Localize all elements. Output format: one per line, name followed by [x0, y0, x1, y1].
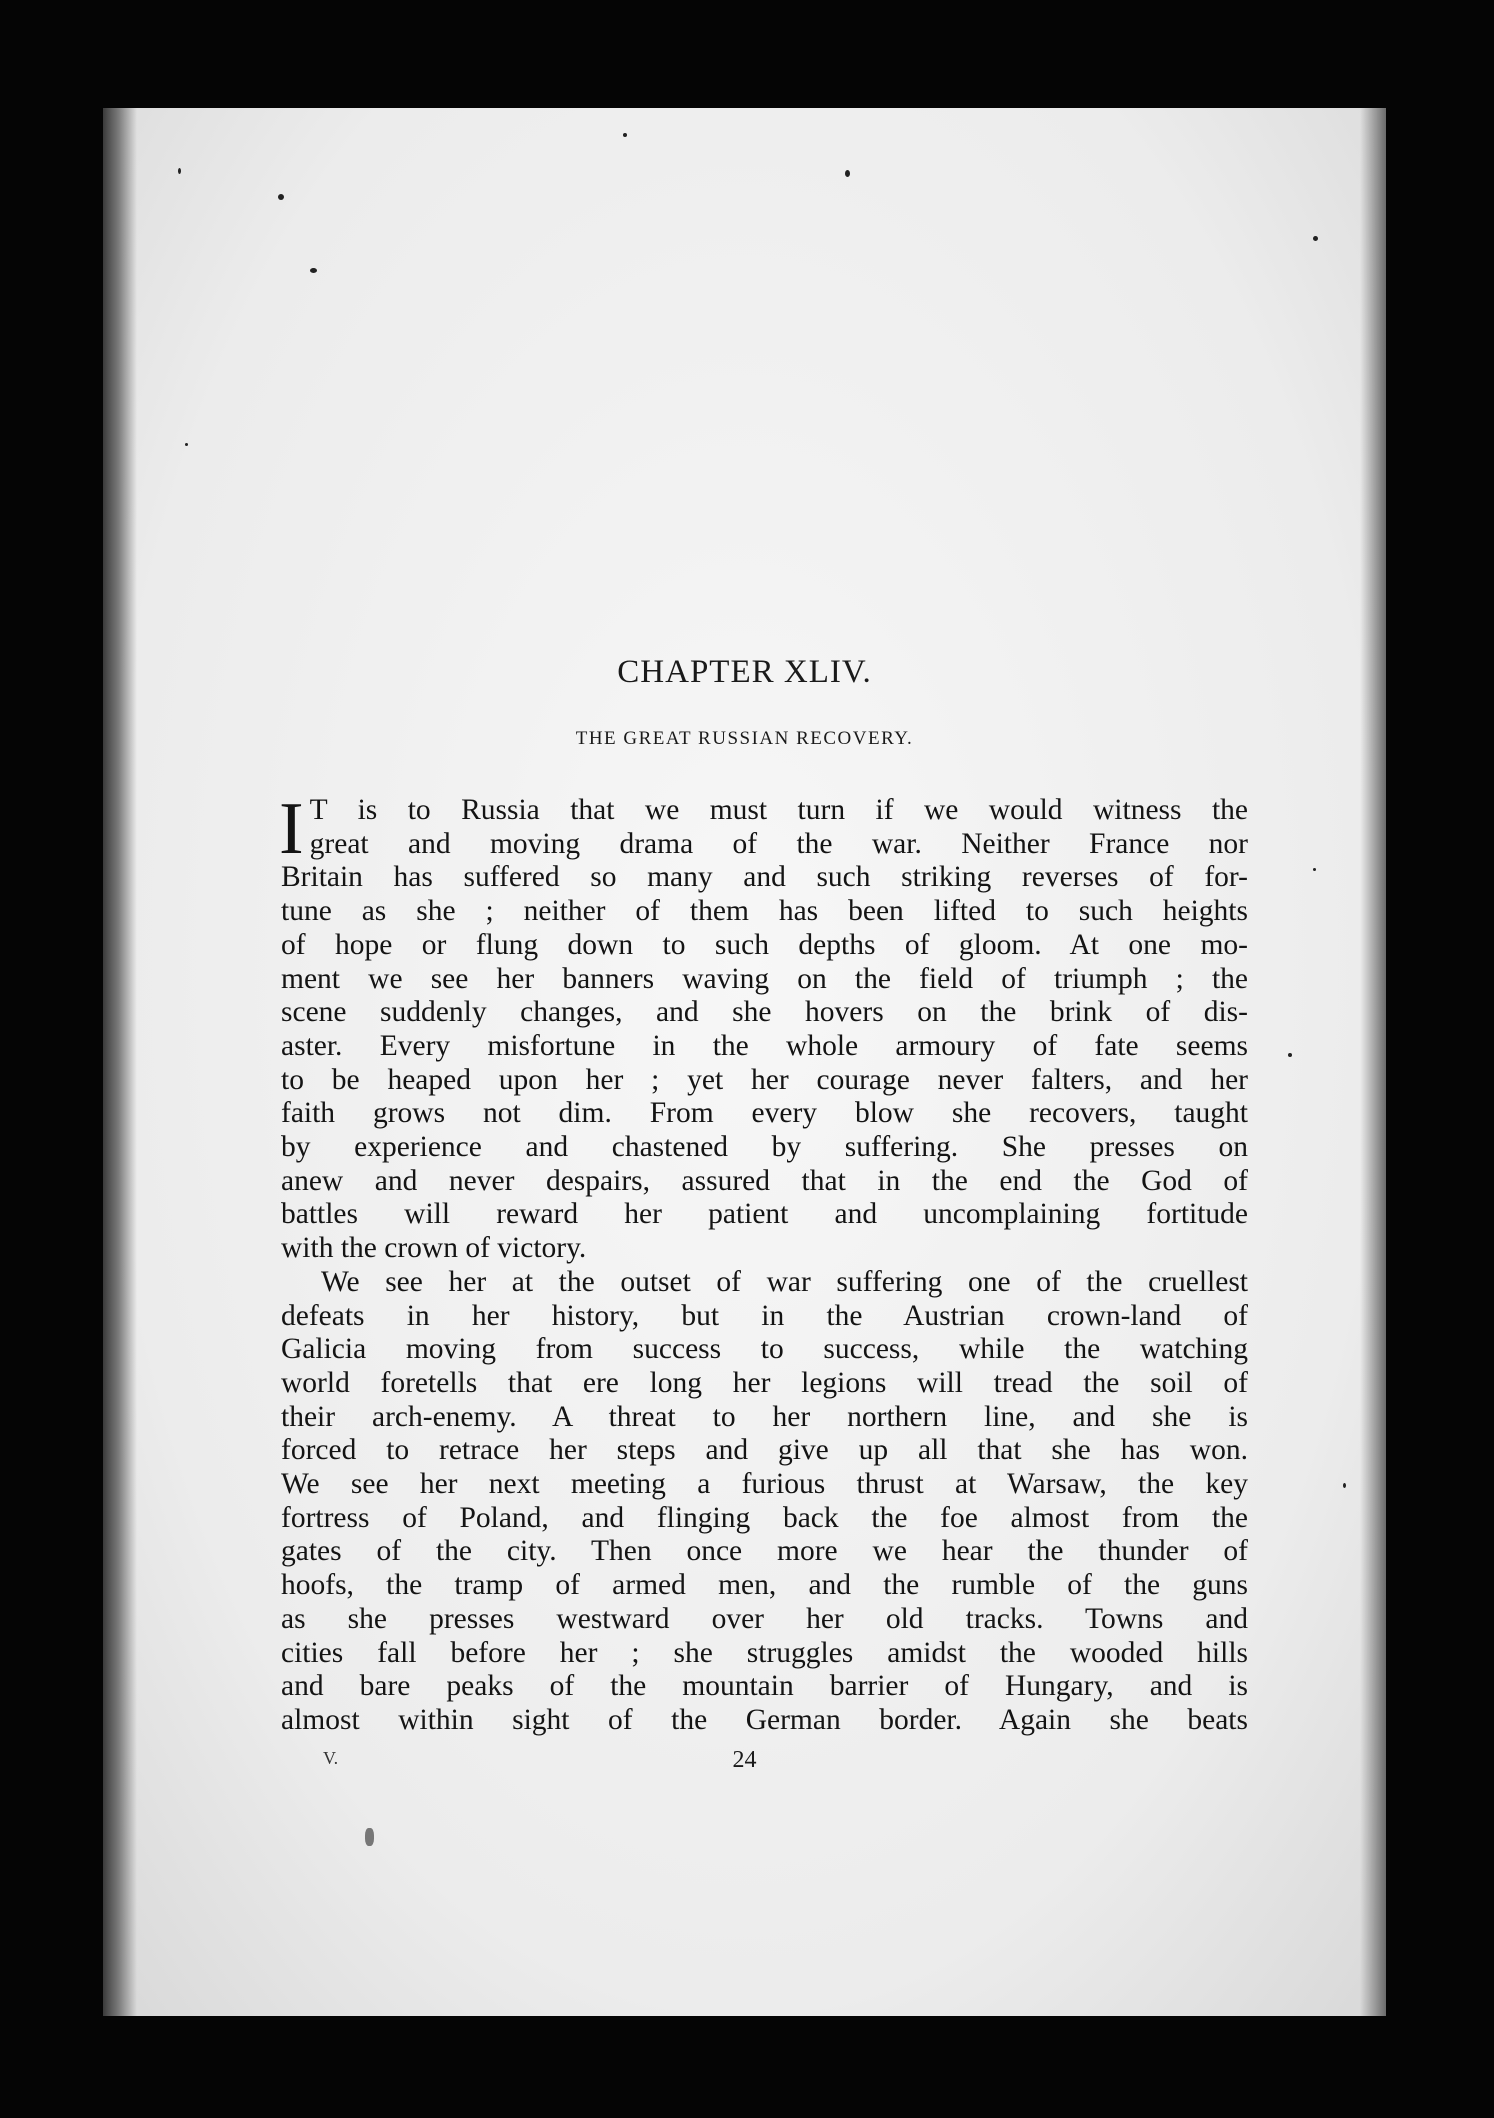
- text-line: We see her next meeting a furious thrust at Warsaw, the key: [281, 1468, 1248, 1501]
- scan-speck: [845, 170, 850, 177]
- text-line: cities fall before her ; she struggles amidst the wooded hills: [281, 1636, 1248, 1669]
- text-line: T is to Russia that we must turn if we would witness the: [309, 794, 1248, 826]
- text-line: battles will reward her patient and uncomplaining fortitude: [281, 1198, 1248, 1231]
- text-line: with the crown of victory.: [281, 1232, 587, 1265]
- text-line: by experience and chastened by suffering. She presses on: [281, 1131, 1248, 1164]
- text-line: We see her at the outset of war suffering one of the cruellest: [321, 1265, 1248, 1298]
- text-line: scene suddenly changes, and she hovers on the brink of dis-: [281, 996, 1248, 1029]
- paragraph-1: [279, 788, 1248, 1266]
- text-line: anew and never despairs, assured that in the end the God of: [281, 1164, 1248, 1197]
- scan-speck: [278, 194, 284, 200]
- scan-speck: [623, 133, 627, 137]
- scan-speck: [185, 443, 188, 446]
- text-line: to be heaped upon her ; yet her courage never falters, and her: [281, 1063, 1248, 1096]
- scan-speck: [1313, 236, 1318, 241]
- text-line: world foretells that ere long her legions will tread the soil of: [281, 1366, 1248, 1399]
- text-line: gates of the city. Then once more we hear the thunder of: [281, 1535, 1248, 1568]
- text-line: their arch-enemy. A threat to her northern line, and she is: [281, 1400, 1248, 1433]
- text-line: defeats in her history, but in the Austrian crown-land of: [281, 1299, 1248, 1332]
- book-page: [103, 108, 1386, 2016]
- scan-speck: [1343, 1483, 1346, 1488]
- chapter-subtitle: THE GREAT RUSSIAN RECOVERY.: [575, 728, 914, 749]
- text-line: and bare peaks of the mountain barrier of Hungary, and is: [281, 1670, 1248, 1703]
- scan-speck: [365, 1828, 374, 1846]
- text-line: ment we see her banners waving on the field of triumph ; the: [281, 962, 1248, 995]
- text-line: faith grows not dim. From every blow she recovers, taught: [281, 1097, 1248, 1130]
- chapter-body: [279, 788, 1248, 1738]
- text-line: hoofs, the tramp of armed men, and the rumble of the guns: [281, 1569, 1248, 1602]
- text-line: fortress of Poland, and flinging back the foe almost from the: [281, 1501, 1248, 1534]
- text-line: aster. Every misfortune in the whole armoury of fate seems: [281, 1029, 1248, 1062]
- chapter-title: CHAPTER XLIV.: [617, 654, 872, 690]
- text-line: tune as she ; neither of them has been lifted to such heights: [281, 895, 1248, 928]
- text-line: as she presses westward over her old tracks. Towns and: [281, 1602, 1248, 1635]
- text-line: Britain has suffered so many and such striking reverses of for-: [281, 861, 1248, 894]
- text-line: Galicia moving from success to success, while the watching: [281, 1333, 1248, 1366]
- drop-cap: I: [279, 788, 304, 870]
- text-line: forced to retrace her steps and give up all that she has won.: [281, 1434, 1248, 1467]
- scan-speck: [1313, 868, 1316, 871]
- scan-speck: [178, 168, 181, 174]
- text-line: almost within sight of the German border. Again she beats: [281, 1703, 1248, 1736]
- text-line: of hope or flung down to such depths of gloom. At one mo-: [281, 928, 1248, 961]
- text-line: great and moving drama of the war. Neither France nor: [309, 827, 1248, 860]
- page-number: 24: [732, 1747, 757, 1773]
- scan-speck: [1288, 1053, 1292, 1057]
- scan-speck: [310, 268, 317, 273]
- paragraph-2: [281, 1266, 1248, 1738]
- signature-mark: V.: [323, 1748, 339, 1768]
